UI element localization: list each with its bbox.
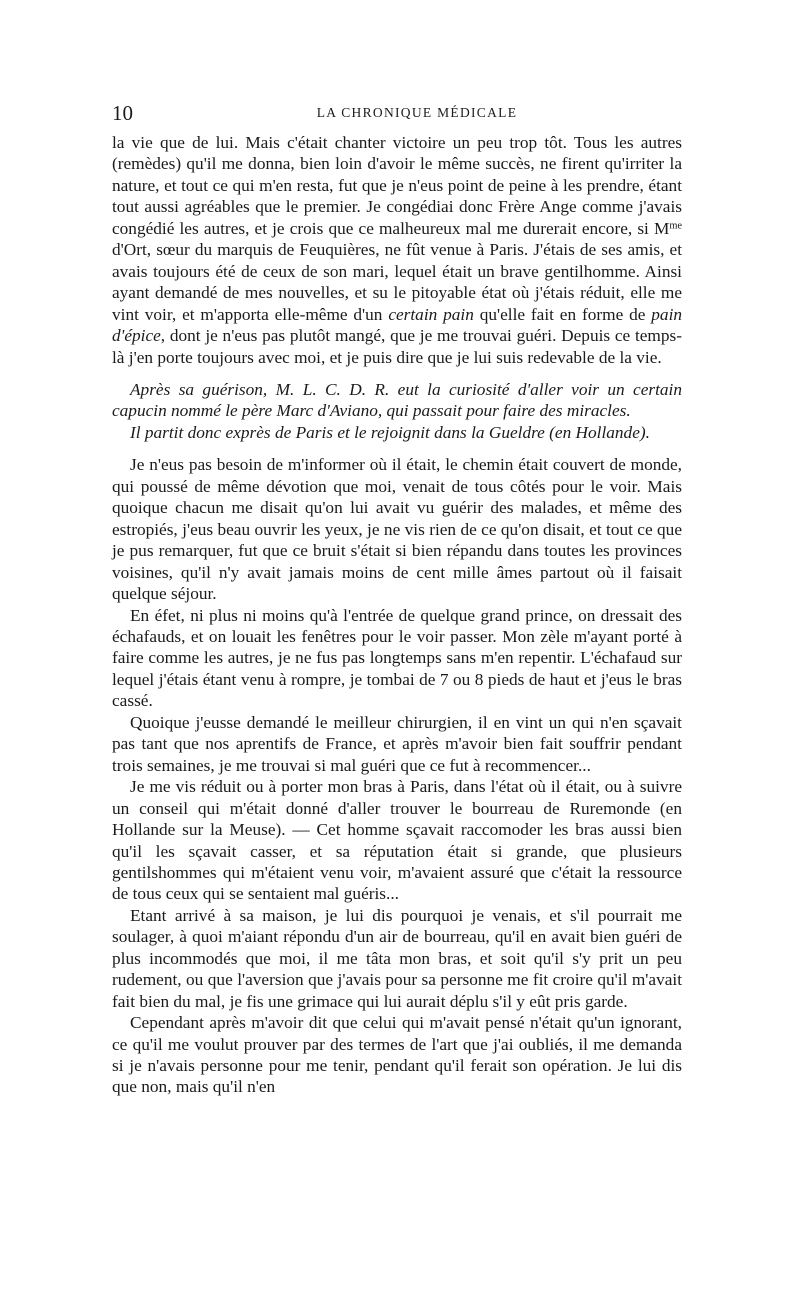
italic-certain-pain: certain pain — [388, 304, 474, 324]
paragraph: Je n'eus pas besoin de m'informer où il était, le chemin était couvert de monde, qui poussé de même dévotion que moi, venait de tous côtés pour le voir. Mais quoique chacun me disait qu'on lui avait vu guérir des malades, et même des estropiés, j'eus beau ouvrir les yeux, je ne vis rien de ce qu'on disait, et tout ce que je pus remarquer, fut que ce bruit s'était si bien répandu dans toutes les provinces voisines, qu'il n'y avait jamais moins de cent mille âmes partout où il faisait quelque séjour. — [112, 455, 682, 604]
paragraph-continued: la vie que de lui. Mais c'était chanter victoire un peu trop tôt. Tous les autres (remèdes) qu'il me donna, bien loin d'avoir le même succès, ne firent qu'irriter la nature, et tout ce qui m'en resta, fut que je n'eus point de peine à les prendre, étant tout aussi agréables que le premier. Je congédiai donc Frère Ange comme j'avais congédié les autres, et je crois que ce malheureux mal me durerait encore, si $M^{me}$ d'Ort, sœur du marquis de Feuquières, ne fût venue à Paris. J'étais de ses amis, et avais toujours été de ceux de son mari, lequel était un brave gentilhomme. Ainsi ayant demandé de mes nouvelles, et su le pitoyable état où j'étais réduit, elle me vint voir, et m'apporta elle-même d'un certain pain qu'elle fait en forme de pain d'épice, dont je n'eus pas plutôt mangé, que je me trouvai guéri. Depuis ce temps-là j'en porte toujours avec moi, et je puis dire que je lui suis redevable de la vie. — [112, 133, 683, 367]
editorial-note-2: Il partit donc exprès de Paris et le rejoignit dans la Gueldre (en Hollande). — [130, 422, 650, 442]
paragraph: Je me vis réduit ou à porter mon bras à Paris, dans l'état où il était, ou à suivre un conseil qui m'était donné d'aller trouver le bourreau de Ruremonde (en Hollande sur la Meuse). — Cet homme sçavait raccomoder les bras aussi bien qu'il les sçavait casser, et sa réputation était si grande, que plusieurs gentilshommes qui m'étaient venu voir, m'avaient assuré que c'était la ressource de tous ceux qui se sentaient mal guéris... — [112, 777, 682, 904]
page-number: 10 — [112, 101, 133, 125]
paragraph: En éfet, ni plus ni moins qu'à l'entrée de quelque grand prince, on dressait des échafauds, et on louait les fenêtres pour le voir passer. Mon zèle m'ayant porté à faire comme les autres, je ne fus pas longtemps sans m'en repentir. L'échafaud sur lequel j'étais étant venu à rompre, je tombai de 7 ou 8 pieds de haut et j'eus le bras cassé. — [112, 605, 682, 711]
editorial-note-1: Après sa guérison, M. L. C. D. R. eut la curiosité d'aller voir un certain capucin nommé le père Marc d'Aviano, qui passait pour faire des miracles. — [112, 379, 682, 421]
book-page — [112, 100, 682, 1098]
italic-pain-epice: pain d'épice — [112, 304, 683, 346]
paragraph: Etant arrivé à sa maison, je lui dis pourquoi je venais, et s'il pourrait me soulager, à quoi m'aiant répondu d'un air de bourreau, qu'il en avait bien guéri de plus incommodés que moi, il me tâta mon bras, et soit qu'il s'y prit un peu rudement, ou que l'aversion que j'avais pour sa personne me fit croire qu'il m'avait fait bien du mal, je fis une grimace qui lui aurait déplu s'il y eût pris garde. — [112, 905, 682, 1011]
paragraph: Cependant après m'avoir dit que celui qui m'avait pensé n'était qu'un ignorant, ce qu'il me voulut prouver par des termes de l'art que j'ai oubliés, il me demanda si je n'avais personne pour me tenir, pendant qu'il ferait son opération. Je lui dis que non, mais qu'il n'en — [112, 1013, 682, 1097]
paragraph: Quoique j'eusse demandé le meilleur chirurgien, il en vint un qui n'en sçavait pas tant que nos aprentifs de France, et après m'avoir bien fait souffrir pendant trois semaines, je me trouvai si mal guéri que ce fut à recommencer... — [112, 712, 682, 775]
running-title: LA CHRONIQUE MÉDICALE — [316, 105, 518, 120]
mme-superscript: me — [669, 220, 682, 232]
page-header — [112, 100, 682, 126]
